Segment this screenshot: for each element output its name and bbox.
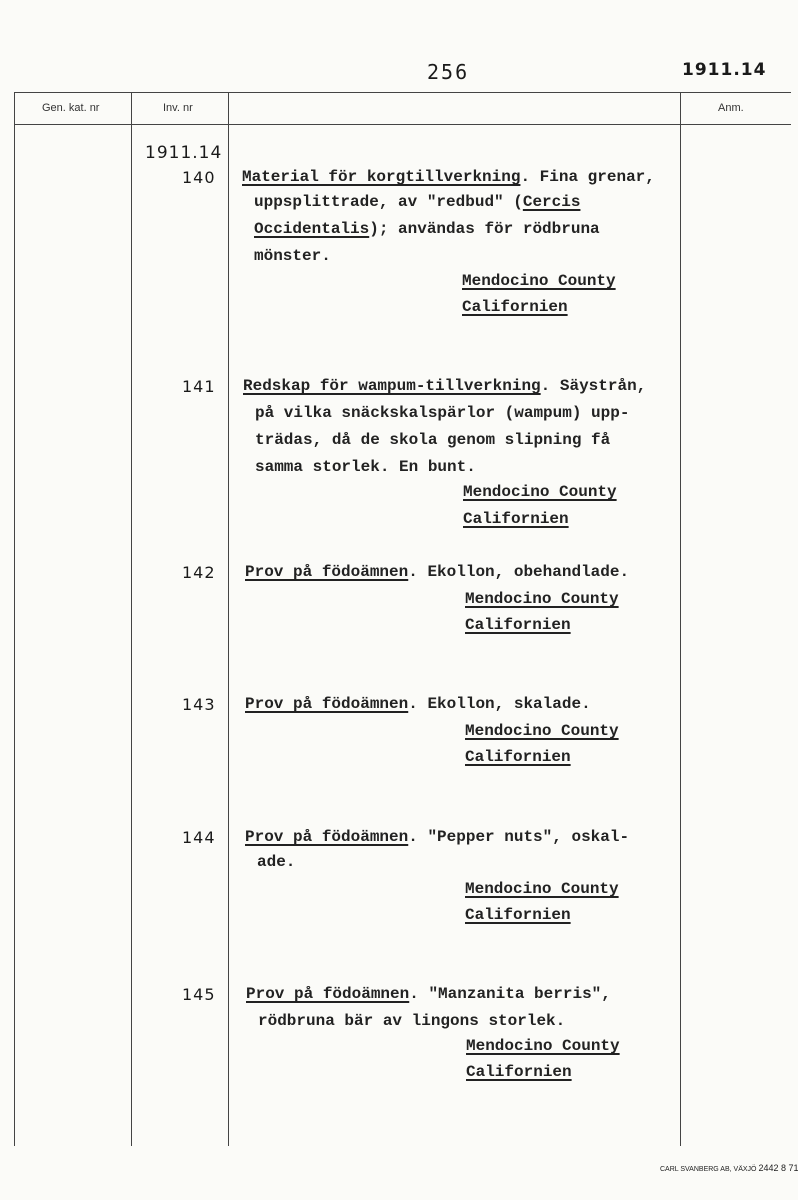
place-county: Mendocino County: [466, 1037, 620, 1055]
entry-text: ade.: [257, 853, 296, 871]
column-divider-3: [228, 92, 229, 1146]
column-header-anm: Anm.: [718, 102, 744, 114]
place-county: Mendocino County: [465, 722, 619, 740]
entry-description-line: [245, 563, 629, 581]
entry-description-line: [255, 404, 629, 422]
place-county: Mendocino County: [463, 483, 617, 501]
entry-description-line: [258, 1012, 565, 1030]
inventory-number: 143: [182, 695, 216, 714]
entry-description-line: [257, 853, 295, 871]
entry-description-line: [245, 828, 629, 846]
entry-description-line: [254, 193, 580, 211]
place-county: Mendocino County: [465, 590, 619, 608]
header-year: 1911.14: [682, 60, 767, 80]
place-region: Californien: [466, 1063, 572, 1081]
entry-text: . Ekollon, skalade.: [408, 695, 591, 713]
printer-name: CARL SVANBERG AB, VÄXJÖ: [660, 1166, 757, 1173]
place-region: Californien: [465, 616, 571, 634]
entry-text: samma storlek. En bunt.: [255, 458, 476, 476]
entry-text: på vilka snäckskalspärlor (wampum) upp-: [255, 404, 630, 422]
entry-text: ); användas för rödbruna: [369, 220, 600, 238]
entry-description-line: [246, 985, 611, 1003]
place-region: Californien: [465, 906, 571, 924]
form-code: 2442 8 71: [758, 1163, 798, 1173]
entry-title: Prov på födoämnen: [246, 985, 410, 1003]
inventory-number: 140: [182, 168, 216, 187]
entry-title: Redskap för wampum-tillverkning: [243, 377, 541, 395]
place-county: Mendocino County: [465, 880, 619, 898]
place-region: Californien: [465, 748, 571, 766]
entry-text: . "Manzanita berris",: [409, 985, 611, 1003]
entry-description-line: [245, 695, 591, 713]
entry-title: Material för korgtillverkning: [242, 168, 521, 186]
entry-text: . "Pepper nuts", oskal-: [408, 828, 630, 846]
entry-description-line: [255, 431, 610, 449]
entry-description-line: [243, 377, 646, 395]
column-divider-4: [680, 92, 681, 1146]
place-county: Mendocino County: [462, 272, 616, 290]
entry-description-line: [255, 458, 476, 476]
inventory-year: 1911.14: [145, 143, 223, 163]
inventory-number: 145: [182, 985, 216, 1004]
entry-text: . Ekollon, obehandlade.: [408, 563, 630, 581]
entry-text: mönster.: [254, 247, 331, 265]
entry-title: Prov på födoämnen: [245, 563, 409, 581]
entry-description-line: [242, 168, 655, 186]
species-name: Occidentalis: [254, 220, 370, 238]
inventory-number: 142: [182, 563, 216, 582]
printer-footer: [660, 1163, 798, 1173]
entry-text: . Fina grenar,: [520, 168, 655, 186]
column-divider-1: [14, 92, 15, 1146]
place-region: Californien: [463, 510, 569, 528]
entry-text: . Säystrån,: [540, 377, 647, 395]
entry-title: Prov på födoämnen: [245, 828, 409, 846]
entry-description-line: [254, 247, 331, 265]
place-region: Californien: [462, 298, 568, 316]
entry-description-line: [254, 220, 600, 238]
inventory-number: 144: [182, 828, 216, 847]
entry-text: trädas, då de skola genom slipning få: [255, 431, 611, 449]
column-header-gen-kat: Gen. kat. nr: [42, 102, 100, 114]
page-number: 256: [427, 60, 470, 84]
column-header-inv: Inv. nr: [163, 102, 193, 114]
species-name: Cercis: [522, 193, 581, 211]
entry-text: rödbruna bär av lingons storlek.: [258, 1012, 566, 1030]
column-divider-2: [131, 92, 132, 1146]
inventory-number: 141: [182, 377, 216, 396]
entry-title: Prov på födoämnen: [245, 695, 409, 713]
entry-text: uppsplittrade, av "redbud" (: [254, 193, 523, 211]
